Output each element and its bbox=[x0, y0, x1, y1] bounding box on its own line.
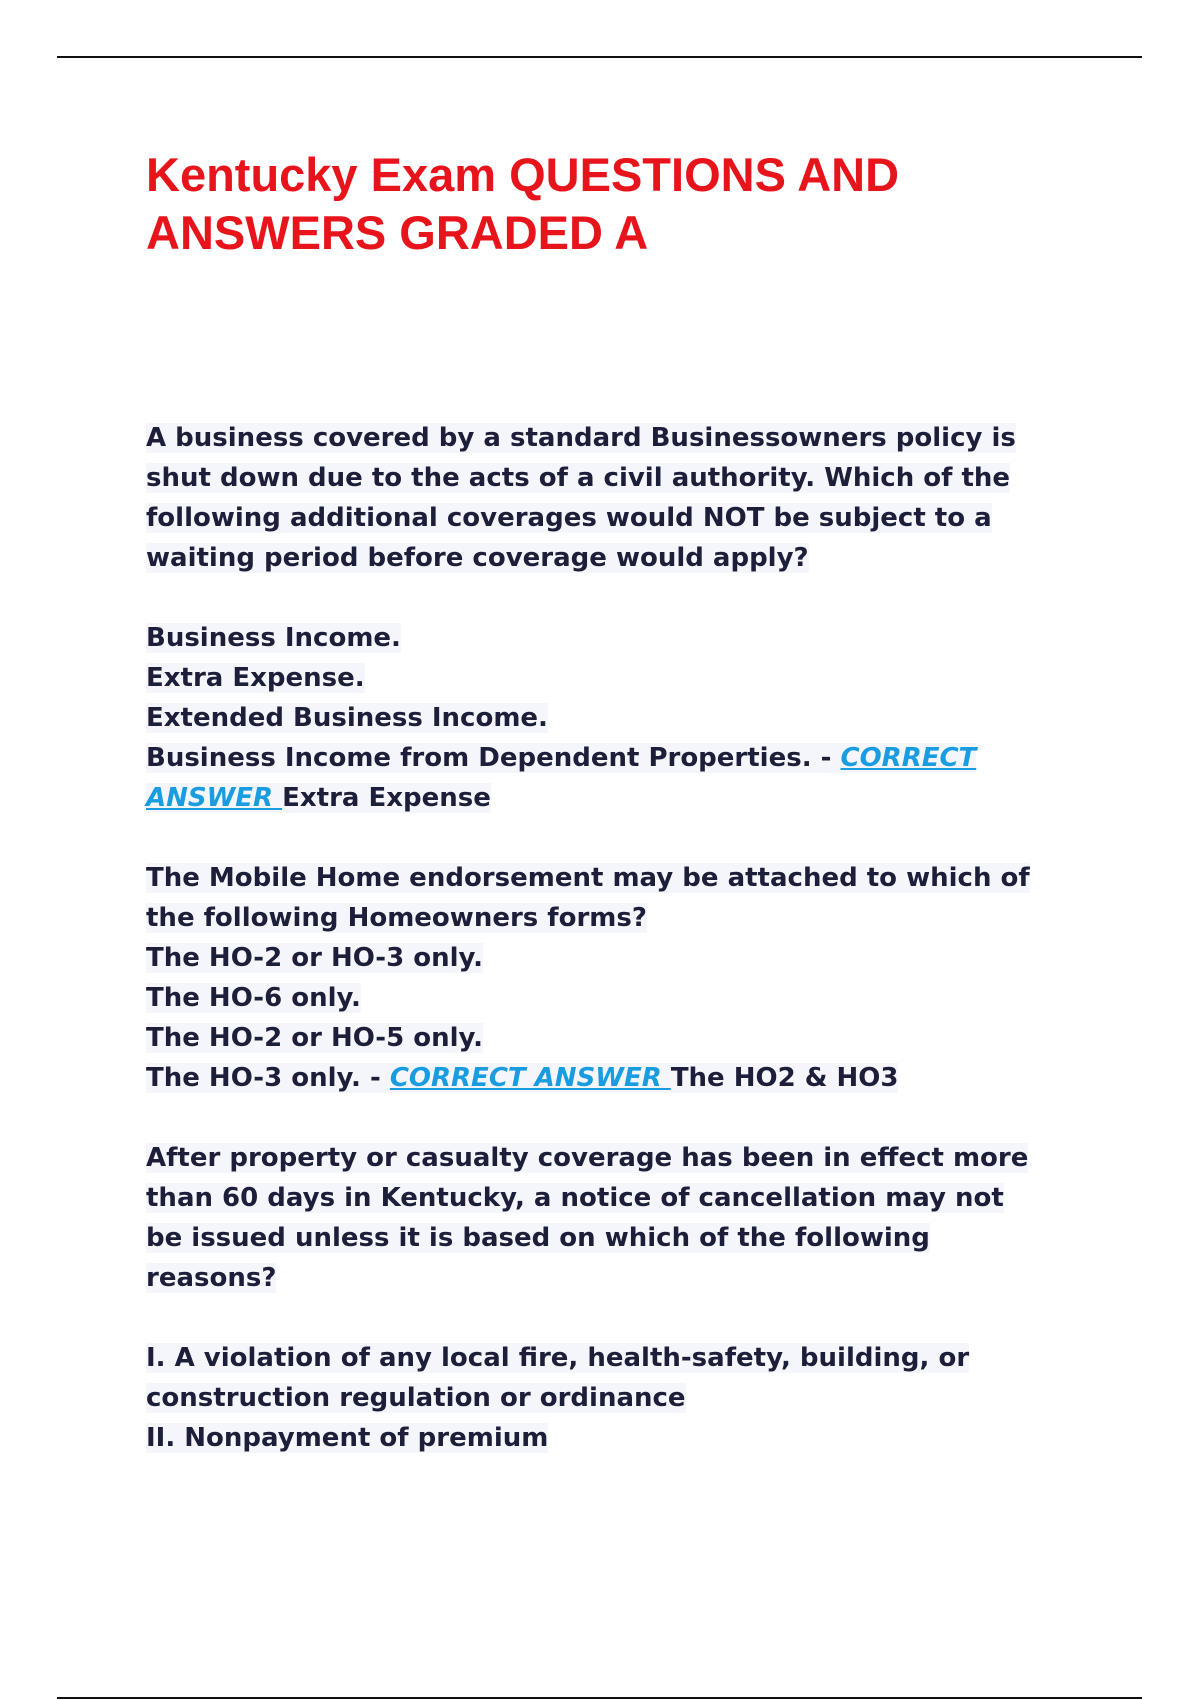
answer-option: The HO-2 or HO-5 only. bbox=[146, 1023, 483, 1053]
correct-answer-label: CORRECT bbox=[840, 743, 977, 773]
question-block-3 bbox=[146, 1138, 1106, 1458]
title-line-1: Kentucky Exam QUESTIONS AND bbox=[146, 148, 900, 201]
answer-option: The HO-6 only. bbox=[146, 983, 361, 1013]
question-block-1 bbox=[146, 418, 1106, 818]
correct-answer-text: Extra Expense bbox=[282, 783, 491, 813]
spacer bbox=[146, 1098, 1106, 1138]
question-text-line: The Mobile Home endorsement may be attached to which of bbox=[146, 863, 1030, 893]
answer-option bbox=[146, 738, 1106, 778]
correct-answer-label: ANSWER bbox=[146, 783, 283, 813]
answer-option: construction regulation or ordinance bbox=[146, 1383, 686, 1413]
question-text-line: shut down due to the acts of a civil authority. Which of the bbox=[146, 463, 1011, 493]
qa-content bbox=[146, 418, 1106, 1458]
answer-option: Business Income. bbox=[146, 623, 401, 653]
correct-answer-label: CORRECT ANSWER bbox=[389, 1063, 671, 1093]
question-text-line: than 60 days in Kentucky, a notice of cancellation may not bbox=[146, 1183, 1004, 1213]
answer-option: Extra Expense. bbox=[146, 663, 365, 693]
question-block-2 bbox=[146, 858, 1106, 1098]
question-text-line: waiting period before coverage would apply? bbox=[146, 543, 809, 573]
answer-option-text: Business Income from Dependent Properties. - bbox=[146, 743, 841, 773]
spacer bbox=[146, 578, 1106, 618]
question-text-line: be issued unless it is based on which of the following bbox=[146, 1223, 930, 1253]
answer-option bbox=[146, 1058, 1106, 1098]
spacer bbox=[146, 818, 1106, 858]
question-text-line: the following Homeowners forms? bbox=[146, 903, 647, 933]
header-rule bbox=[57, 56, 1142, 58]
correct-answer-text: The HO2 & HO3 bbox=[670, 1063, 899, 1093]
answer-option: The HO-2 or HO-3 only. bbox=[146, 943, 483, 973]
question-text-line: After property or casualty coverage has been in effect more bbox=[146, 1143, 1029, 1173]
question-text-line: reasons? bbox=[146, 1263, 277, 1293]
answer-option-text: The HO-3 only. - bbox=[146, 1063, 390, 1093]
document-title bbox=[146, 146, 1106, 262]
correct-answer-line bbox=[146, 778, 1106, 818]
question-text-line: A business covered by a standard Businessowners policy is bbox=[146, 423, 1016, 453]
spacer bbox=[146, 1298, 1106, 1338]
question-text-line: following additional coverages would NOT be subject to a bbox=[146, 503, 992, 533]
title-line-2: ANSWERS GRADED A bbox=[146, 206, 649, 259]
answer-option: II. Nonpayment of premium bbox=[146, 1423, 549, 1453]
answer-option: Extended Business Income. bbox=[146, 703, 548, 733]
footer-rule bbox=[57, 1697, 1142, 1699]
answer-option: I. A violation of any local fire, health-safety, building, or bbox=[146, 1343, 970, 1373]
